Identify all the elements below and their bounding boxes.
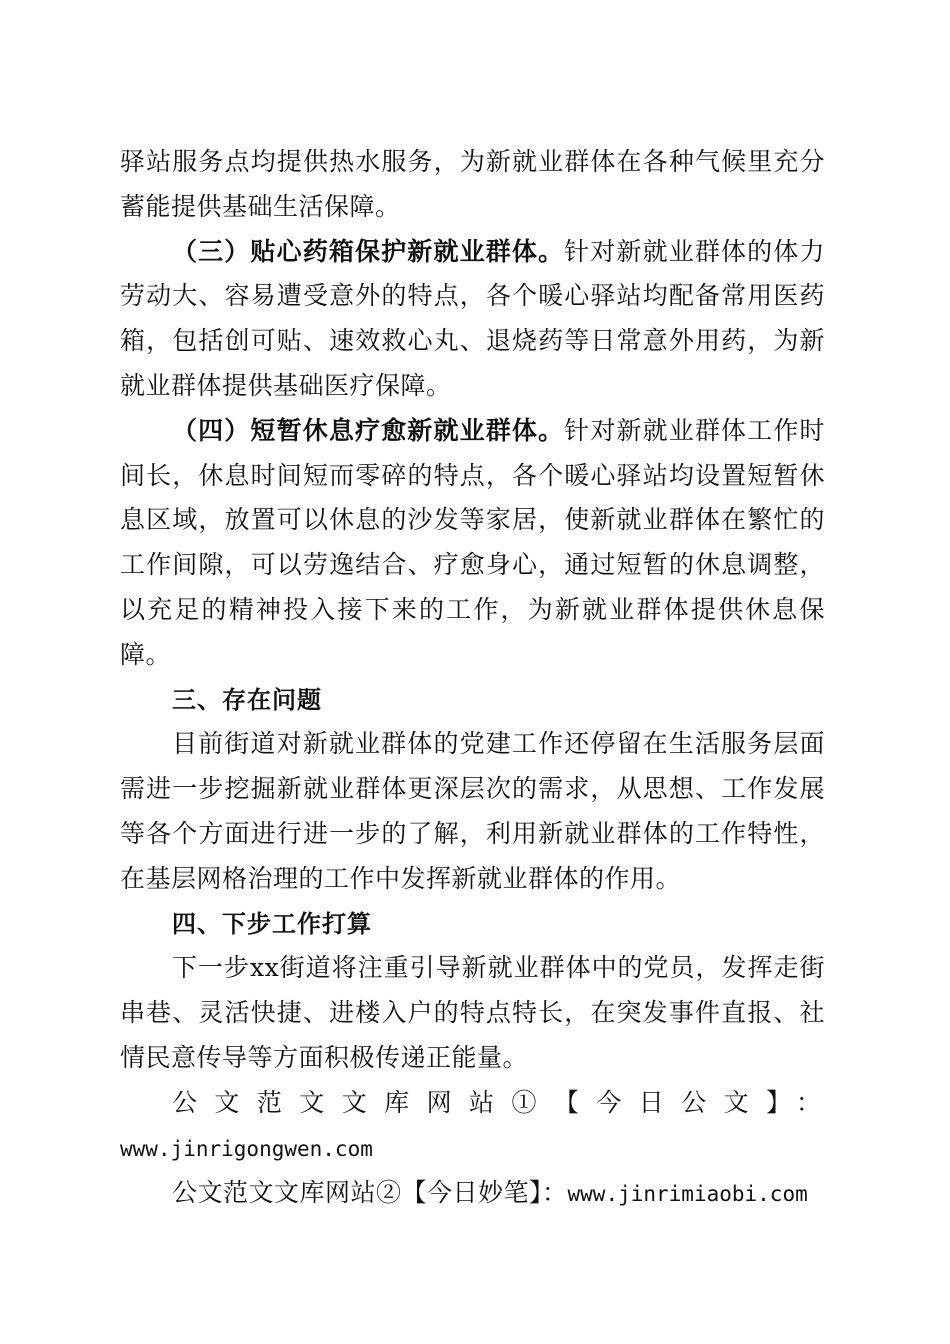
- footer-site-2: [120, 1171, 825, 1217]
- site-1-link[interactable]: www.jinrigongwen.com: [120, 1136, 373, 1161]
- document-page: [120, 140, 825, 1217]
- site-2-link[interactable]: www.jinrimiaobi.com: [567, 1182, 808, 1207]
- footer-site-1-url[interactable]: [120, 1126, 825, 1172]
- continuation-paragraph: 驿站服务点均提供热水服务，为新就业群体在各种气候里充分蓄能提供基础生活保障。: [120, 147, 825, 221]
- section-3-lead: （三）贴心药箱保护新就业群体。: [172, 236, 565, 266]
- section-4-lead: （四）短暂休息疗愈新就业群体。: [172, 415, 565, 445]
- plan-heading: 四、下步工作打算: [172, 909, 372, 938]
- footer-site-2-label: 公文范文文库网站②【今日妙笔】：: [172, 1178, 568, 1208]
- section-3-body: 针对新就业群体的体力劳动大、容易遭受意外的特点，各个暖心驿站均配备常用医药箱，包括创可贴、速效救心丸、退烧药等日常意外用药，为新就业群体提供基础医疗保障。: [120, 236, 825, 400]
- section-4-body: 针对新就业群体工作时间长，休息时间短而零碎的特点，各个暖心驿站均设置短暂休息区域，放置可以休息的沙发等家居，使新就业群体在繁忙的工作间隙，可以劳逸结合、疗愈身心，通过短暂的休息调整，以充足的精神投入接下来的工作，为新就业群体提供休息保障。: [120, 415, 825, 669]
- section-4-paragraph: [120, 409, 825, 678]
- plan-paragraph: 下一步xx街道将注重引导新就业群体中的党员，发挥走街串巷、灵活快捷、进楼入户的特点特长，在突发事件直报、社情民意传导等方面积极传递正能量。: [120, 953, 825, 1072]
- footer-site-1-label: 公文范文文库网站①【今日公文】：: [172, 1087, 825, 1117]
- section-3-paragraph: [120, 230, 825, 409]
- problems-heading: 三、存在问题: [172, 685, 322, 714]
- problems-paragraph: 目前街道对新就业群体的党建工作还停留在生活服务层面需进一步挖掘新就业群体更深层次的需求，从思想、工作发展等各个方面进行进一步的了解，利用新就业群体的工作特性，在基层网格治理的工作中发挥新就业群体的作用。: [120, 729, 825, 893]
